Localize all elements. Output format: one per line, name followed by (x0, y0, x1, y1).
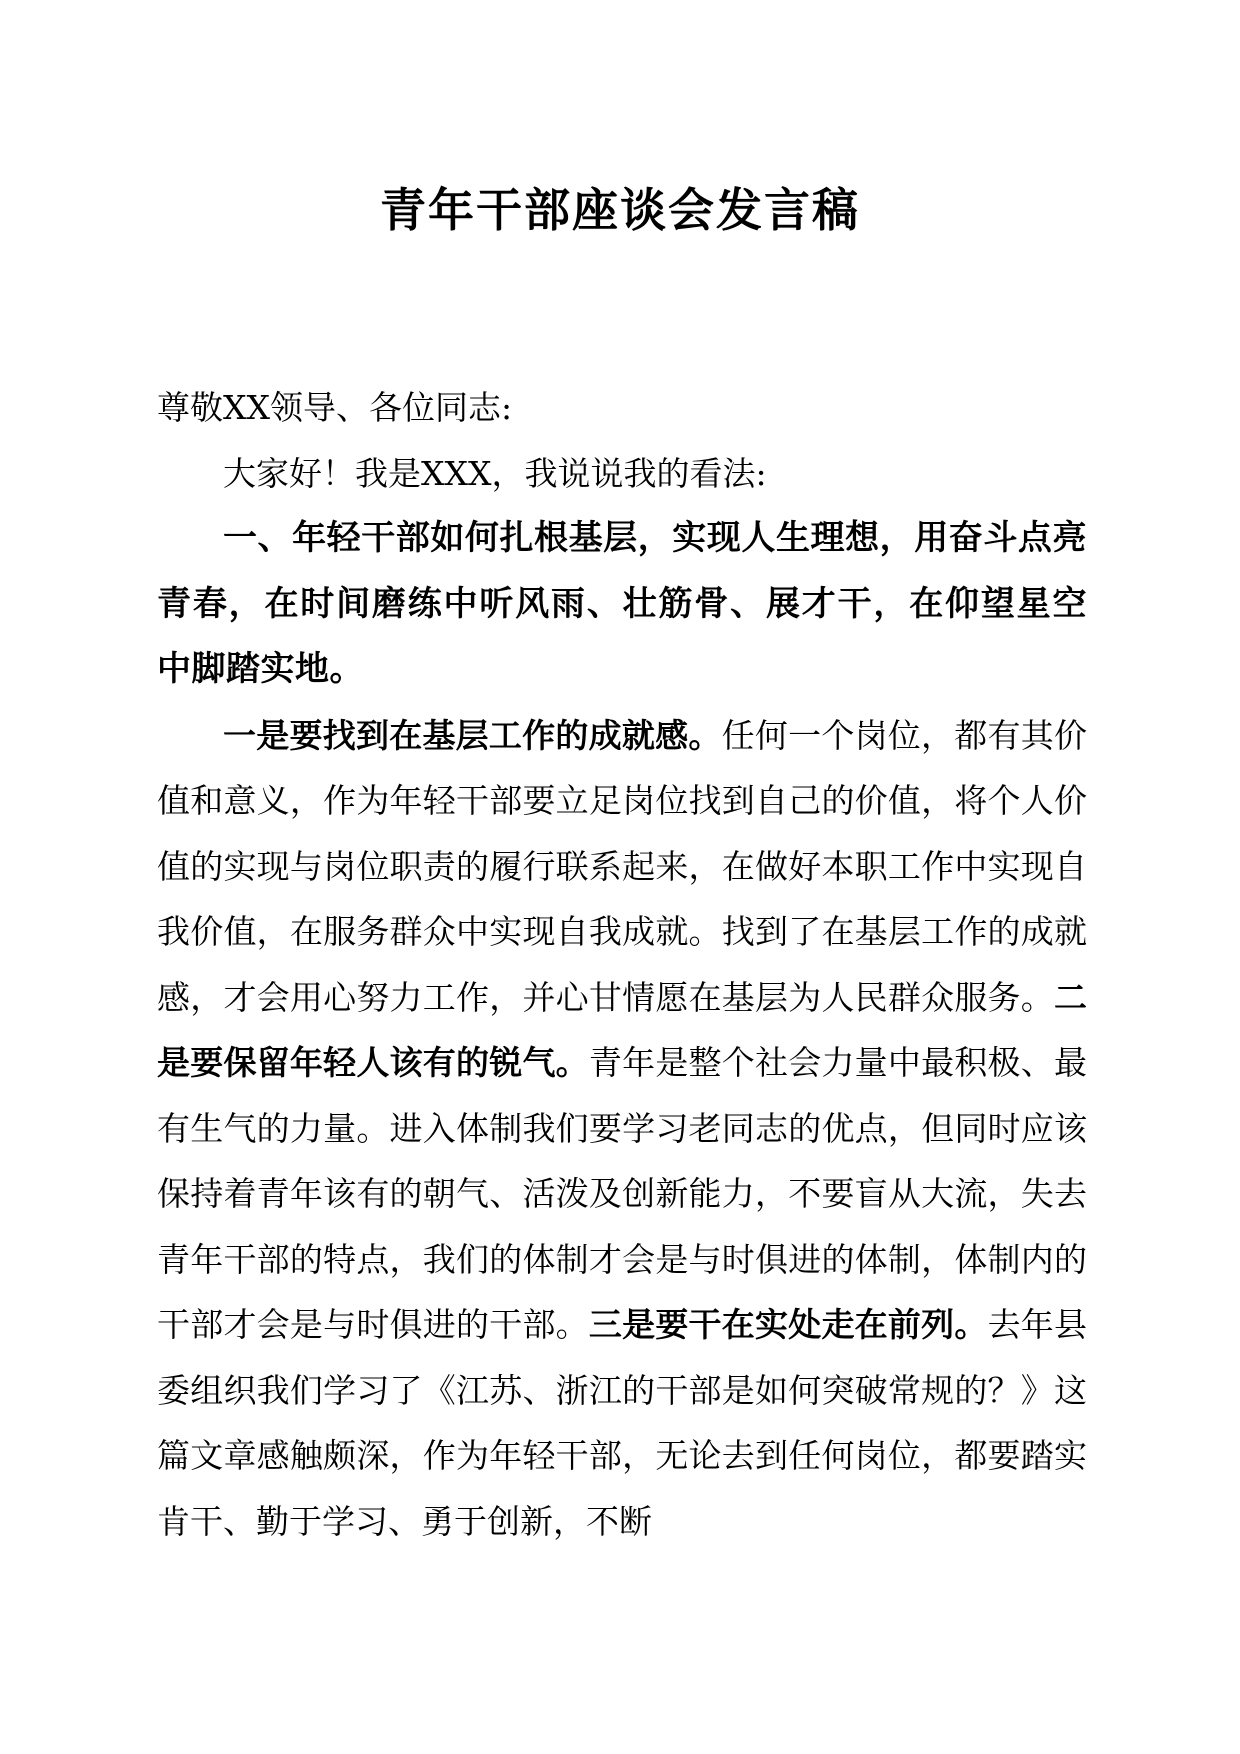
main-paragraph (157, 703, 1087, 1555)
point-3-title: 三是要干在实处走在前列。 (588, 1305, 988, 1344)
greeting: 大家好！我是XXX，我说说我的看法: (223, 453, 767, 493)
point-1-text: 任何一个岗位，都有其价值和意义，作为年轻干部要立足岗位找到自己的价值，将个人价值的实现与岗位职责的履行联系起来，在做好本职工作中实现自我价值，在服务群众中实现自我成就。找到了在基层工作的成就感，才会用心努力工作，并心甘情愿在基层为人民群众服务。 (157, 715, 1088, 1017)
document-title: 青年干部座谈会发言稿 (380, 183, 860, 237)
section-heading: 一、年轻干部如何扎根基层，实现人生理想，用奋斗点亮青春，在时间磨练中听风雨、壮筋骨、展才干，在仰望星空中脚踏实地。 (157, 518, 1087, 689)
point-1-title: 一是要找到在基层工作的成就感。 (223, 715, 722, 755)
point-3-text: 去年县委组织我们学习了《江苏、浙江的干部是如何突破常规的？》这篇文章感触颇深，作为年轻干部，无论去到任何岗位，都要踏实肯干、勤于学习、勇于创新，不断 (157, 1305, 1088, 1541)
document-body (157, 375, 1087, 1554)
salutation: 尊敬XX领导、各位同志: (157, 388, 513, 427)
point-2-text: 青年是整个社会力量中最积极、最有生气的力量。进入体制我们要学习老同志的优点，但同时应该保持着青年该有的朝气、活泼及创新能力，不要盲从大流，失去青年干部的特点，我们的体制才会是与时俱进的体制，体制内的干部才会是与时俱进的干部。 (157, 1043, 1088, 1344)
point-2-title: 二是要保留年轻人该有的锐气。 (157, 977, 1087, 1082)
